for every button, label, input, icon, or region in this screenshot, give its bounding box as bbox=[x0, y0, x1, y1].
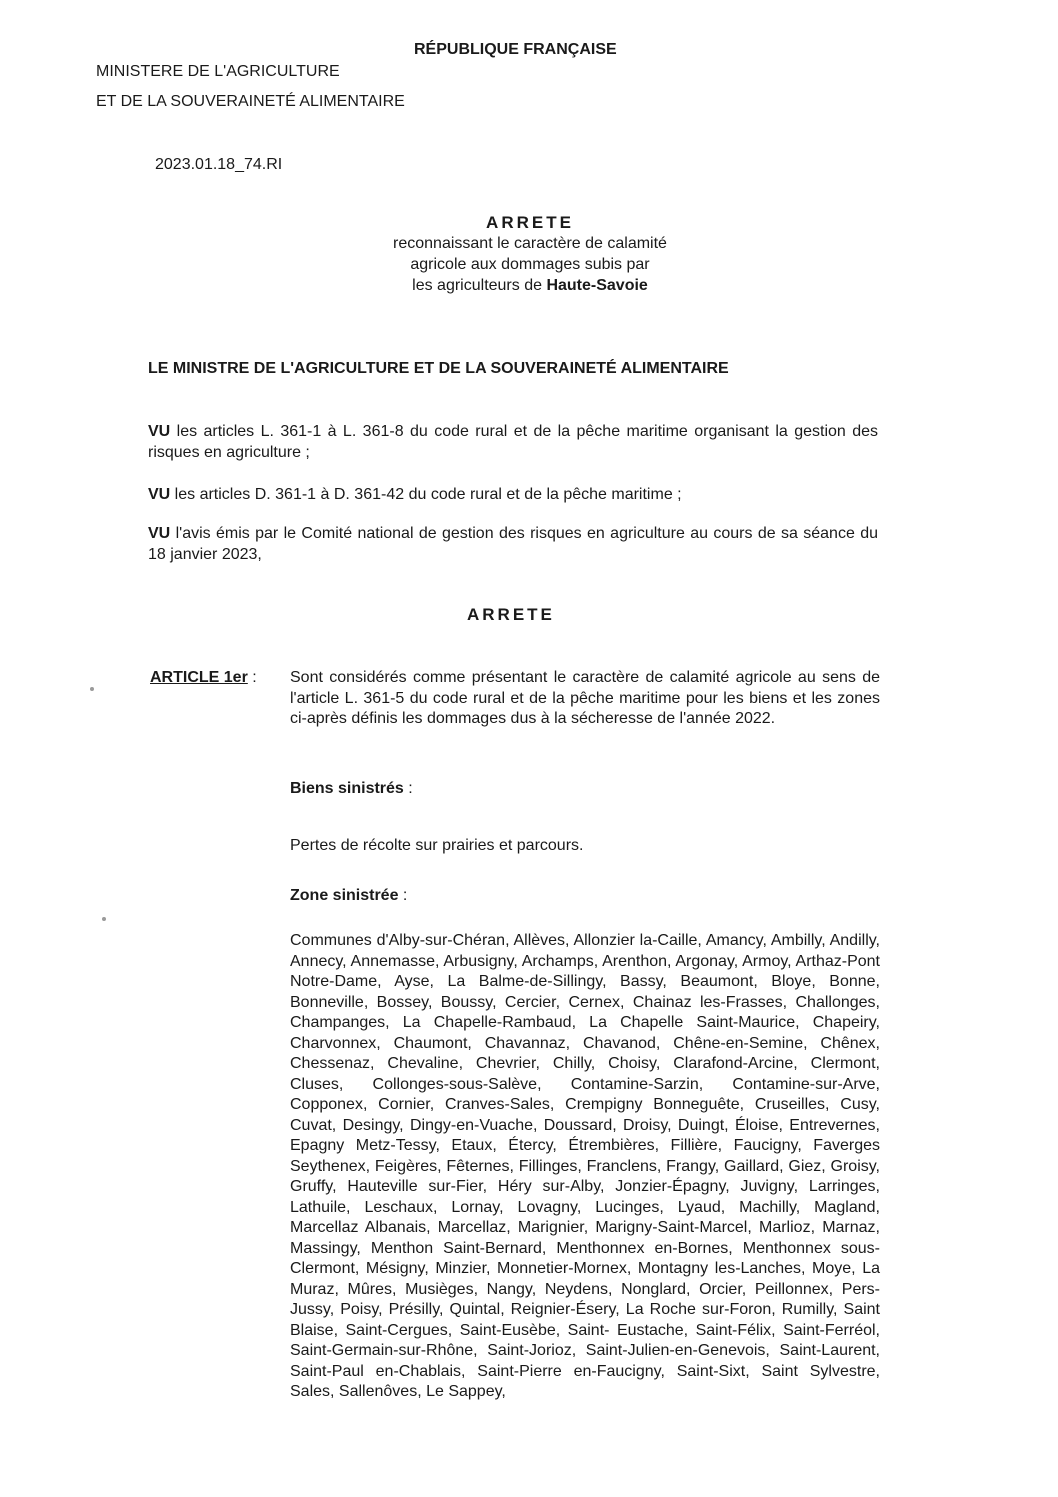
communes-list: Communes d'Alby-sur-Chéran, Allèves, Allonzier la-Caille, Amancy, Ambilly, Andilly, Annecy, Annemasse, Arbusigny, Archamps, Arenthon, Argonay, Armoy, Arthaz-Pont Notre-Dame, Ayse, La Balme-de-Sillingy, Bassy, Beaumont, Bloye, Bonne, Bonneville, Bossey, Boussy, Cercier, Cernex, Chainaz les-Frasses, Challonges, Champanges, La Chapelle-Rambaud, La Chapelle Saint-Maurice, Chapeiry, Charvonnex, Chaumont, Chavannaz, Chavanod, Chêne-en-Semine, Chênex, Chessenaz, Chevaline, Chevrier, Chilly, Choisy, Clarafond-Arcine, Clermont, Cluses, Collonges-sous-Salève, Contamine-Sarzin, Contamine-sur-Arve, Copponex, Cornier, Cranves-Sales, Crempigny Bonneguête, Cruseilles, Cusy, Cuvat, Desingy, Dingy-en-Vuache, Doussard, Droisy, Duingt, Éloise, Entrevernes, Epagny Metz-Tessy, Etaux, Étercy, Étrembières, Fillière, Faucigny, Faverges Seythenex, Feigères, Fêternes, Fillinges, Franclens, Frangy, Gaillard, Giez, Groisy, Gruffy, Hauteville sur-Fier, Héry sur-Alby, Jonzier-Épagny, Juvigny, Larringes, Lathuile, Leschaux, Lornay, Lovagny, Lucinges, Lyaud, Machilly, Magland, Marcellaz Albanais, Marcellaz, Marignier, Marigny-Saint-Marcel, Marlioz, Marnaz, Massingy, Menthon Saint-Bernard, Menthonnex en-Bornes, Menthonnex sous-Clermont, Mésigny, Minzier, Monnetier-Mornex, Montagny les-Lanches, Moye, La Muraz, Mûres, Musièges, Nangy, Neydens, Nonglard, Orcier, Peillonnex, Pers-Jussy, Poisy, Présilly, Quintal, Reignier-Ésery, La Roche sur-Foron, Rumilly, Saint Blaise, Saint-Cergues, Saint-Eusèbe, Saint- Eustache, Saint-Félix, Saint-Ferréol, Saint-Germain-sur-Rhône, Saint-Jorioz, Saint-Julien-en-Genevois, Saint-Laurent, Saint-Paul en-Chablais, Saint-Pierre en-Faucigny, Saint-Sixt, Saint Sylvestre, Sales, Sallenôves, Le Sappey, bbox=[290, 932, 880, 1400]
article-1-title: ARTICLE 1er bbox=[150, 669, 248, 686]
goods-text: Pertes de récolte sur prairies et parcours. bbox=[290, 837, 584, 854]
visa-text: les articles D. 361-1 à D. 361-42 du code rural et de la pêche maritime ; bbox=[170, 486, 682, 503]
ministry-line-1: MINISTERE DE L'AGRICULTURE bbox=[96, 63, 340, 80]
visa-text: les articles L. 361-1 à L. 361-8 du code rural et de la pêche maritime organisant la gestion des risques en agriculture ; bbox=[148, 423, 878, 461]
zone-heading bbox=[290, 886, 407, 906]
republic-heading: RÉPUBLIQUE FRANÇAISE bbox=[414, 41, 617, 58]
minister-heading: LE MINISTRE DE L'AGRICULTURE ET DE LA SOUVERAINETÉ ALIMENTAIRE bbox=[148, 360, 729, 377]
subtitle-line-3-text: les agriculteurs de bbox=[412, 277, 547, 294]
goods-colon: : bbox=[403, 780, 413, 797]
title-arrete: ARRETE bbox=[486, 213, 574, 232]
article-1-text: Sont considérés comme présentant le caractère de calamité agricole au sens de l'article L. 361-5 du code rural et de la pêche maritime pour les biens et les zones ci-après définis les dommages dus à la sécheresse de l'année 2022. bbox=[290, 669, 880, 727]
visa-prefix: VU bbox=[148, 423, 171, 440]
subtitle-line-2: agricole aux dommages subis par bbox=[410, 256, 650, 273]
visa-text: l'avis émis par le Comité national de gestion des risques en agriculture au cours de sa séance du 18 janvier 2023, bbox=[148, 525, 878, 563]
ministry-line-2: ET DE LA SOUVERAINETÉ ALIMENTAIRE bbox=[96, 93, 405, 110]
scan-speck bbox=[90, 687, 94, 691]
subtitle-line-1: reconnaissant le caractère de calamité bbox=[393, 235, 667, 252]
visa-paragraph-1 bbox=[148, 421, 878, 463]
subtitle-line-3 bbox=[300, 276, 760, 296]
goods-label: Biens sinistrés bbox=[290, 780, 404, 797]
department-name: Haute-Savoie bbox=[546, 277, 648, 294]
article-1-colon: : bbox=[247, 669, 257, 686]
visa-paragraph-2 bbox=[148, 484, 878, 505]
visa-prefix: VU bbox=[148, 486, 171, 503]
article-1-label bbox=[150, 668, 257, 688]
zone-colon: : bbox=[398, 887, 408, 904]
zone-label: Zone sinistrée bbox=[290, 887, 399, 904]
visa-prefix: VU bbox=[148, 525, 171, 542]
decree-heading: ARRETE bbox=[467, 605, 555, 624]
goods-heading bbox=[290, 779, 413, 799]
scan-speck bbox=[102, 917, 106, 921]
visa-paragraph-3 bbox=[148, 523, 878, 565]
document-reference: 2023.01.18_74.RI bbox=[155, 156, 283, 173]
